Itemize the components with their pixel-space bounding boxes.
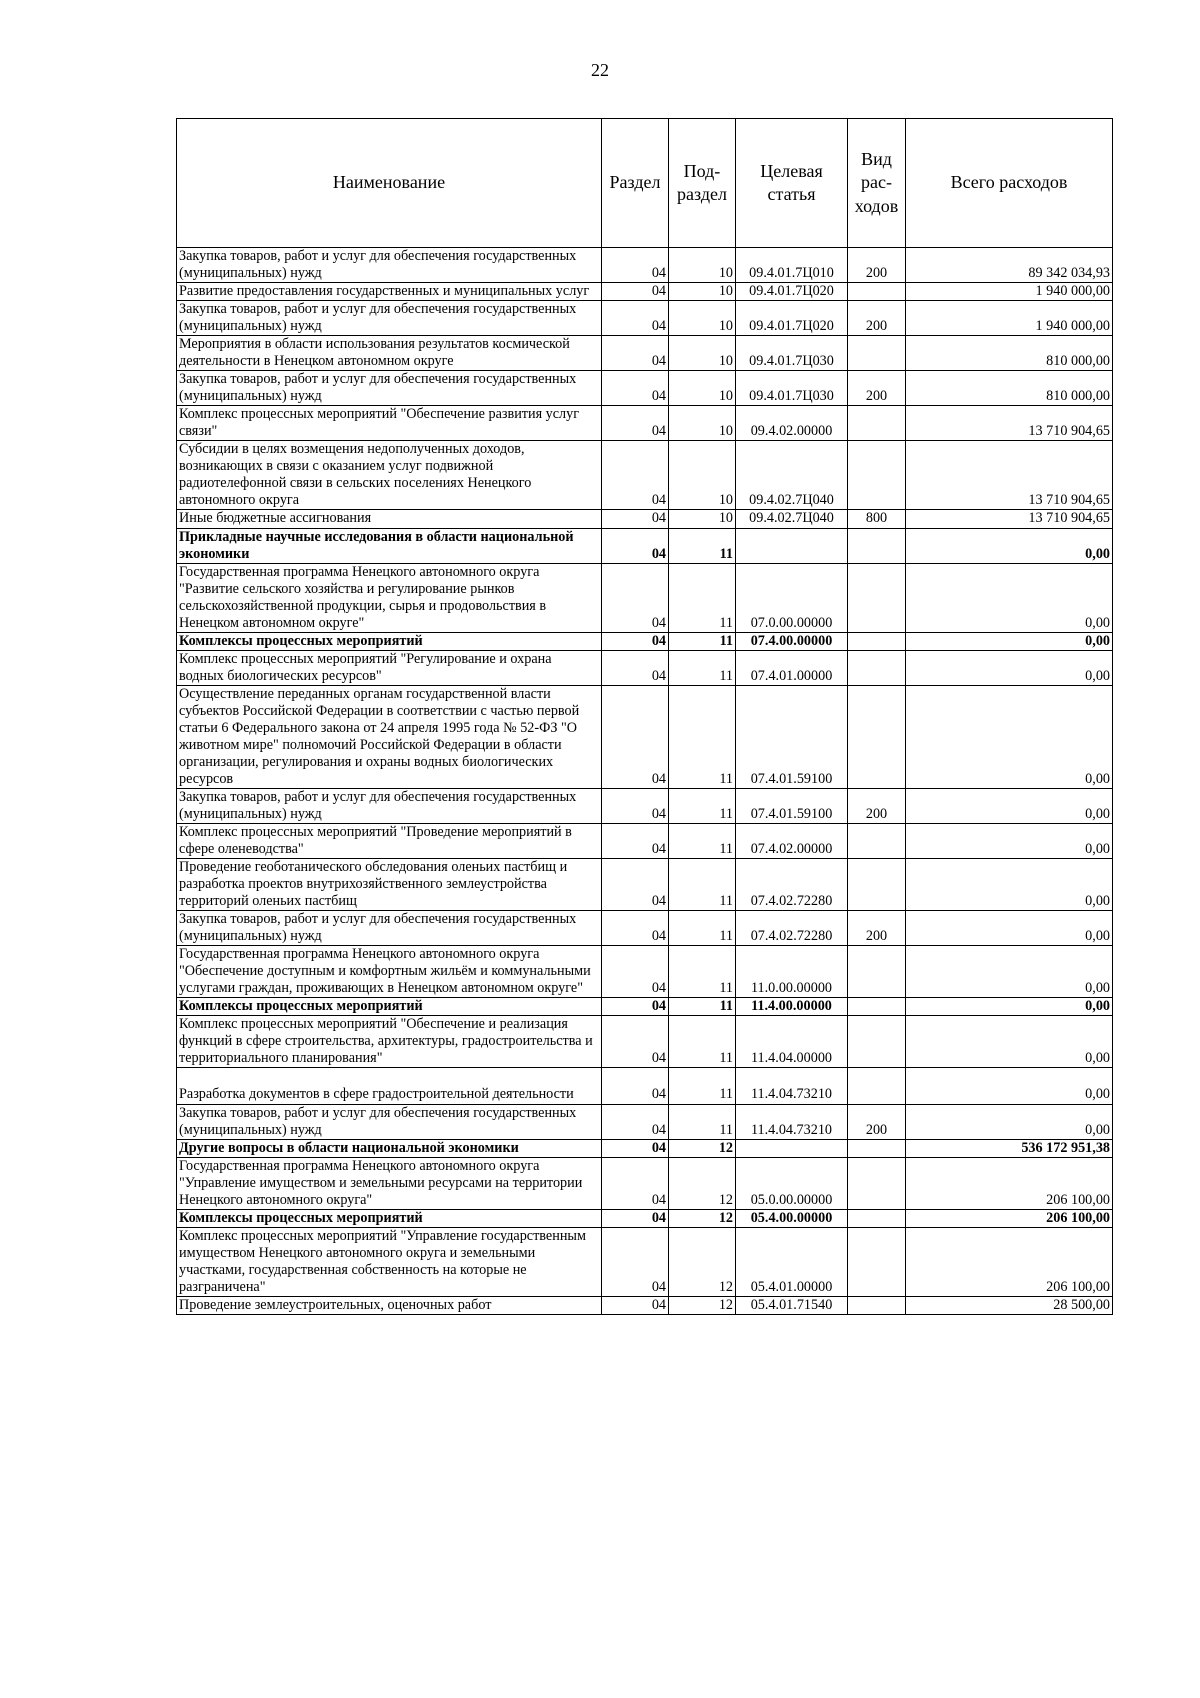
budget-table	[176, 118, 1113, 1315]
cell-name: Закупка товаров, работ и услуг для обеспечения государственных (муниципальных) нужд	[177, 788, 602, 823]
cell-podrazdel: 12	[669, 1157, 736, 1209]
cell-razdel: 04	[602, 824, 669, 859]
cell-razdel: 04	[602, 1104, 669, 1139]
cell-vid-rashodov	[848, 563, 906, 632]
cell-total: 0,00	[906, 911, 1113, 946]
cell-podrazdel: 12	[669, 1139, 736, 1157]
cell-vid-rashodov	[848, 1068, 906, 1104]
cell-razdel: 04	[602, 1068, 669, 1104]
cell-celevaya-statya: 09.4.02.00000	[736, 406, 848, 441]
cell-name: Комплекс процессных мероприятий "Управление государственным имуществом Ненецкого автономного округа и земельными участками, государственная собственность на которые не разграничена"	[177, 1227, 602, 1296]
cell-razdel: 04	[602, 563, 669, 632]
cell-total: 206 100,00	[906, 1227, 1113, 1296]
table-row	[177, 1139, 1113, 1157]
cell-razdel: 04	[602, 510, 669, 528]
cell-total: 810 000,00	[906, 336, 1113, 371]
cell-razdel: 04	[602, 441, 669, 510]
cell-name: Проведение землеустроительных, оценочных работ	[177, 1296, 602, 1314]
cell-vid-rashodov	[848, 685, 906, 788]
table-row	[177, 1016, 1113, 1068]
cell-razdel: 04	[602, 248, 669, 283]
cell-podrazdel: 12	[669, 1296, 736, 1314]
cell-celevaya-statya: 11.4.04.73210	[736, 1104, 848, 1139]
cell-vid-rashodov	[848, 1227, 906, 1296]
cell-celevaya-statya: 05.0.00.00000	[736, 1157, 848, 1209]
table-row	[177, 283, 1113, 301]
table-row	[177, 946, 1113, 998]
cell-celevaya-statya: 09.4.01.7Ц030	[736, 371, 848, 406]
cell-razdel: 04	[602, 1209, 669, 1227]
cell-podrazdel: 10	[669, 283, 736, 301]
table-row	[177, 998, 1113, 1016]
cell-podrazdel: 11	[669, 632, 736, 650]
table-row	[177, 301, 1113, 336]
table-row	[177, 528, 1113, 563]
cell-name: Комплексы процессных мероприятий	[177, 998, 602, 1016]
cell-total: 0,00	[906, 632, 1113, 650]
cell-name: Закупка товаров, работ и услуг для обеспечения государственных (муниципальных) нужд	[177, 1104, 602, 1139]
cell-celevaya-statya: 09.4.01.7Ц030	[736, 336, 848, 371]
table-row	[177, 1296, 1113, 1314]
cell-vid-rashodov: 800	[848, 510, 906, 528]
cell-total: 13 710 904,65	[906, 441, 1113, 510]
cell-celevaya-statya: 07.4.02.00000	[736, 824, 848, 859]
cell-razdel: 04	[602, 1157, 669, 1209]
cell-razdel: 04	[602, 632, 669, 650]
table-row	[177, 1104, 1113, 1139]
cell-vid-rashodov: 200	[848, 301, 906, 336]
table-header-row	[177, 119, 1113, 248]
cell-podrazdel: 11	[669, 859, 736, 911]
cell-celevaya-statya: 11.4.04.00000	[736, 1016, 848, 1068]
cell-name: Комплексы процессных мероприятий	[177, 1209, 602, 1227]
table-row	[177, 788, 1113, 823]
cell-total: 0,00	[906, 1104, 1113, 1139]
cell-podrazdel: 11	[669, 824, 736, 859]
cell-vid-rashodov	[848, 406, 906, 441]
cell-name: Комплекс процессных мероприятий "Регулирование и охрана водных биологических ресурсов"	[177, 650, 602, 685]
cell-name: Прикладные научные исследования в области национальной экономики	[177, 528, 602, 563]
cell-total: 0,00	[906, 859, 1113, 911]
cell-total: 536 172 951,38	[906, 1139, 1113, 1157]
cell-razdel: 04	[602, 911, 669, 946]
cell-vid-rashodov	[848, 632, 906, 650]
cell-celevaya-statya: 07.4.01.59100	[736, 685, 848, 788]
cell-vid-rashodov	[848, 1016, 906, 1068]
table-row	[177, 824, 1113, 859]
cell-razdel: 04	[602, 685, 669, 788]
cell-vid-rashodov	[848, 946, 906, 998]
cell-podrazdel: 12	[669, 1209, 736, 1227]
cell-celevaya-statya	[736, 1139, 848, 1157]
cell-name: Государственная программа Ненецкого автономного округа "Управление имуществом и земельными ресурсами на территории Ненецкого автономного округа"	[177, 1157, 602, 1209]
cell-total: 0,00	[906, 563, 1113, 632]
cell-razdel: 04	[602, 650, 669, 685]
cell-vid-rashodov	[848, 1157, 906, 1209]
cell-name: Мероприятия в области использования результатов космической деятельности в Ненецком автономном округе	[177, 336, 602, 371]
header-podrazdel: Под- раздел	[669, 119, 736, 248]
cell-total: 1 940 000,00	[906, 301, 1113, 336]
cell-celevaya-statya: 11.4.04.73210	[736, 1068, 848, 1104]
cell-podrazdel: 12	[669, 1227, 736, 1296]
cell-name: Иные бюджетные ассигнования	[177, 510, 602, 528]
cell-podrazdel: 11	[669, 1068, 736, 1104]
cell-razdel: 04	[602, 371, 669, 406]
cell-podrazdel: 11	[669, 1104, 736, 1139]
cell-podrazdel: 10	[669, 371, 736, 406]
cell-vid-rashodov	[848, 824, 906, 859]
cell-name: Осуществление переданных органам государственной власти субъектов Российской Федерации в соответствии с частью первой статьи 6 Федерального закона от 24 апреля 1995 года № 52-ФЗ "О животном мире" полномочий Российской Федерации в области организации, регулирования и охраны водных биологических ресурсов	[177, 685, 602, 788]
cell-total: 0,00	[906, 685, 1113, 788]
page-number: 22	[591, 60, 609, 80]
header-name: Наименование	[177, 119, 602, 248]
cell-razdel: 04	[602, 998, 669, 1016]
cell-vid-rashodov: 200	[848, 911, 906, 946]
cell-razdel: 04	[602, 283, 669, 301]
cell-podrazdel: 11	[669, 911, 736, 946]
cell-podrazdel: 11	[669, 946, 736, 998]
cell-total: 1 940 000,00	[906, 283, 1113, 301]
header-total: Всего расходов	[906, 119, 1113, 248]
cell-name: Проведение геоботанического обследования оленьих пастбищ и разработка проектов внутрихозяйственного землеустройства территорий оленьих пастбищ	[177, 859, 602, 911]
cell-vid-rashodov	[848, 1296, 906, 1314]
cell-razdel: 04	[602, 528, 669, 563]
cell-total: 89 342 034,93	[906, 248, 1113, 283]
cell-vid-rashodov	[848, 1139, 906, 1157]
cell-podrazdel: 10	[669, 510, 736, 528]
cell-celevaya-statya: 07.4.02.72280	[736, 911, 848, 946]
cell-podrazdel: 10	[669, 441, 736, 510]
cell-razdel: 04	[602, 859, 669, 911]
cell-podrazdel: 10	[669, 301, 736, 336]
cell-podrazdel: 10	[669, 248, 736, 283]
cell-razdel: 04	[602, 336, 669, 371]
table-row	[177, 406, 1113, 441]
cell-celevaya-statya: 07.4.01.59100	[736, 788, 848, 823]
cell-celevaya-statya: 07.4.02.72280	[736, 859, 848, 911]
cell-total: 0,00	[906, 946, 1113, 998]
header-celevaya-statya: Целевая статья	[736, 119, 848, 248]
header-vid-rashodov: Вид рас- ходов	[848, 119, 906, 248]
cell-podrazdel: 11	[669, 650, 736, 685]
cell-celevaya-statya: 07.0.00.00000	[736, 563, 848, 632]
table-row	[177, 248, 1113, 283]
cell-podrazdel: 11	[669, 998, 736, 1016]
cell-vid-rashodov: 200	[848, 248, 906, 283]
cell-name: Государственная программа Ненецкого автономного округа "Обеспечение доступным и комфортным жильём и коммунальными услугами граждан, проживающих в Ненецком автономном округе"	[177, 946, 602, 998]
cell-name: Закупка товаров, работ и услуг для обеспечения государственных (муниципальных) нужд	[177, 911, 602, 946]
cell-celevaya-statya: 05.4.00.00000	[736, 1209, 848, 1227]
cell-vid-rashodov: 200	[848, 371, 906, 406]
table-row	[177, 1157, 1113, 1209]
cell-celevaya-statya	[736, 528, 848, 563]
cell-razdel: 04	[602, 301, 669, 336]
cell-name: Субсидии в целях возмещения недополученных доходов, возникающих в связи с оказанием услуг подвижной радиотелефонной связи в сельских поселениях Ненецкого автономного округа	[177, 441, 602, 510]
cell-total: 0,00	[906, 650, 1113, 685]
cell-name: Комплекс процессных мероприятий "Проведение мероприятий в сфере оленеводства"	[177, 824, 602, 859]
cell-total: 28 500,00	[906, 1296, 1113, 1314]
cell-vid-rashodov	[848, 998, 906, 1016]
cell-vid-rashodov	[848, 336, 906, 371]
cell-razdel: 04	[602, 406, 669, 441]
table-row	[177, 563, 1113, 632]
cell-podrazdel: 10	[669, 336, 736, 371]
table-row	[177, 1227, 1113, 1296]
cell-razdel: 04	[602, 788, 669, 823]
table-row	[177, 371, 1113, 406]
cell-podrazdel: 11	[669, 685, 736, 788]
cell-vid-rashodov	[848, 528, 906, 563]
cell-razdel: 04	[602, 1227, 669, 1296]
header-razdel: Раздел	[602, 119, 669, 248]
table-row	[177, 1068, 1113, 1104]
cell-podrazdel: 11	[669, 563, 736, 632]
table-row	[177, 336, 1113, 371]
cell-vid-rashodov: 200	[848, 1104, 906, 1139]
cell-total: 810 000,00	[906, 371, 1113, 406]
cell-vid-rashodov	[848, 441, 906, 510]
cell-name: Закупка товаров, работ и услуг для обеспечения государственных (муниципальных) нужд	[177, 248, 602, 283]
cell-total: 0,00	[906, 1016, 1113, 1068]
cell-name: Развитие предоставления государственных и муниципальных услуг	[177, 283, 602, 301]
cell-razdel: 04	[602, 1016, 669, 1068]
cell-name: Разработка документов в сфере градостроительной деятельности	[177, 1068, 602, 1104]
table-body	[177, 248, 1113, 1315]
cell-celevaya-statya: 11.4.00.00000	[736, 998, 848, 1016]
cell-celevaya-statya: 05.4.01.71540	[736, 1296, 848, 1314]
cell-podrazdel: 11	[669, 1016, 736, 1068]
cell-total: 0,00	[906, 824, 1113, 859]
cell-vid-rashodov: 200	[848, 788, 906, 823]
cell-name: Комплекс процессных мероприятий "Обеспечение развития услуг связи"	[177, 406, 602, 441]
cell-razdel: 04	[602, 946, 669, 998]
cell-total: 13 710 904,65	[906, 510, 1113, 528]
table-row	[177, 911, 1113, 946]
cell-celevaya-statya: 09.4.02.7Ц040	[736, 510, 848, 528]
table-row	[177, 441, 1113, 510]
cell-name: Другие вопросы в области национальной экономики	[177, 1139, 602, 1157]
table-row	[177, 510, 1113, 528]
cell-podrazdel: 10	[669, 406, 736, 441]
table-row	[177, 650, 1113, 685]
cell-podrazdel: 11	[669, 788, 736, 823]
cell-total: 206 100,00	[906, 1209, 1113, 1227]
cell-total: 0,00	[906, 998, 1113, 1016]
cell-total: 0,00	[906, 1068, 1113, 1104]
cell-podrazdel: 11	[669, 528, 736, 563]
cell-celevaya-statya: 09.4.01.7Ц020	[736, 283, 848, 301]
cell-total: 0,00	[906, 788, 1113, 823]
table-row	[177, 1209, 1113, 1227]
cell-name: Закупка товаров, работ и услуг для обеспечения государственных (муниципальных) нужд	[177, 371, 602, 406]
cell-name: Государственная программа Ненецкого автономного округа "Развитие сельского хозяйства и регулирование рынков сельскохозяйственной продукции, сырья и продовольствия в Ненецком автономном округе"	[177, 563, 602, 632]
cell-name: Закупка товаров, работ и услуг для обеспечения государственных (муниципальных) нужд	[177, 301, 602, 336]
cell-razdel: 04	[602, 1139, 669, 1157]
cell-celevaya-statya: 09.4.01.7Ц020	[736, 301, 848, 336]
cell-vid-rashodov	[848, 650, 906, 685]
cell-vid-rashodov	[848, 859, 906, 911]
cell-total: 206 100,00	[906, 1157, 1113, 1209]
cell-celevaya-statya: 09.4.01.7Ц010	[736, 248, 848, 283]
table-row	[177, 632, 1113, 650]
cell-name: Комплекс процессных мероприятий "Обеспечение и реализация функций в сфере строительства, архитектуры, градостроительства и территориального планирования"	[177, 1016, 602, 1068]
cell-celevaya-statya: 05.4.01.00000	[736, 1227, 848, 1296]
cell-vid-rashodov	[848, 283, 906, 301]
cell-total: 0,00	[906, 528, 1113, 563]
cell-vid-rashodov	[848, 1209, 906, 1227]
cell-total: 13 710 904,65	[906, 406, 1113, 441]
cell-name: Комплексы процессных мероприятий	[177, 632, 602, 650]
cell-celevaya-statya: 11.0.00.00000	[736, 946, 848, 998]
cell-celevaya-statya: 09.4.02.7Ц040	[736, 441, 848, 510]
table-row	[177, 859, 1113, 911]
table-row	[177, 685, 1113, 788]
cell-razdel: 04	[602, 1296, 669, 1314]
cell-celevaya-statya: 07.4.00.00000	[736, 632, 848, 650]
cell-celevaya-statya: 07.4.01.00000	[736, 650, 848, 685]
